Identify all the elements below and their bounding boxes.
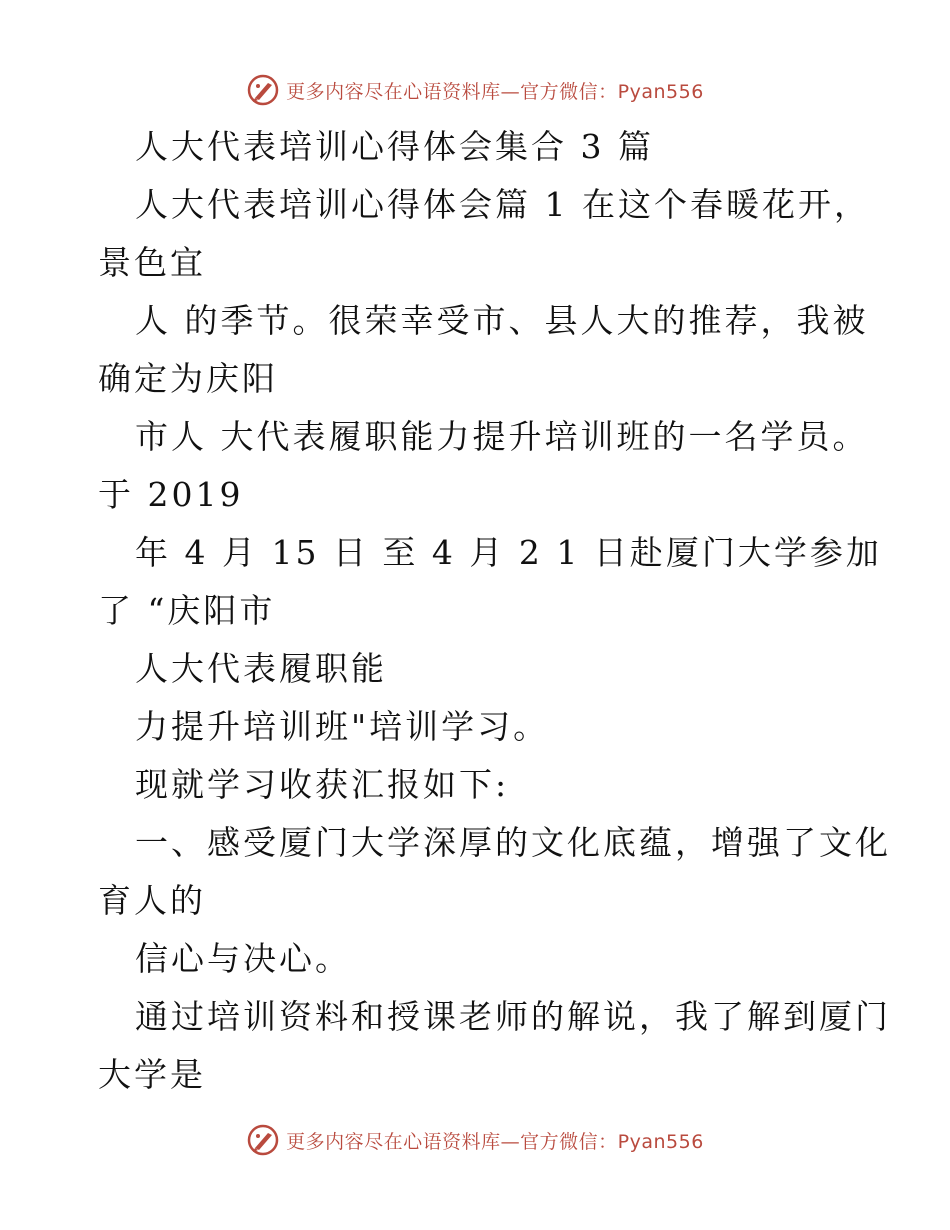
text-line: 了 “庆阳市 — [98, 591, 276, 630]
text-line: 于 2019 — [98, 475, 244, 514]
header-banner-handle: Pyan556 — [617, 80, 704, 103]
document-body — [98, 118, 891, 1104]
text-line: 确定为庆阳 — [98, 359, 278, 398]
text-line: 人 的季节。很荣幸受市、县人大的推荐，我被 — [135, 301, 869, 340]
quill-pen-logo-icon — [246, 1123, 280, 1157]
text-line: 市人 大代表履职能力提升培训班的一名学员。 — [135, 417, 869, 456]
text-line: 人大代表培训心得体会篇 1 在这个春暖花开， — [135, 185, 870, 224]
footer-banner-handle: Pyan556 — [617, 1130, 704, 1153]
text-line: 年 4 月 15 日 至 4 月 2 1 日赴厦门大学参加 — [135, 533, 882, 572]
footer-banner — [0, 1120, 950, 1160]
footer-banner-text: 更多内容尽在心语资料库—官方微信：Pyan556 — [286, 1130, 704, 1153]
quill-pen-logo-icon — [246, 73, 280, 107]
text-line: 育人的 — [98, 881, 206, 920]
text-line: 人大代表培训心得体会集合 3 篇 — [135, 127, 654, 166]
text-line: 景色宜 — [98, 243, 206, 282]
header-banner-text: 更多内容尽在心语资料库—官方微信：Pyan556 — [286, 80, 704, 103]
text-line: 通过培训资料和授课老师的解说，我了解到厦门 — [135, 997, 891, 1036]
text-line: 人大代表履职能 — [135, 649, 387, 688]
text-line: 大学是 — [98, 1055, 206, 1094]
text-line: 信心与决心。 — [135, 939, 351, 978]
text-line: 现就学习收获汇报如下: — [135, 765, 510, 804]
header-banner — [0, 70, 950, 110]
text-line: 力提升培训班"培训学习。 — [135, 707, 550, 746]
text-line: 一、感受厦门大学深厚的文化底蕴，增强了文化 — [135, 823, 891, 862]
